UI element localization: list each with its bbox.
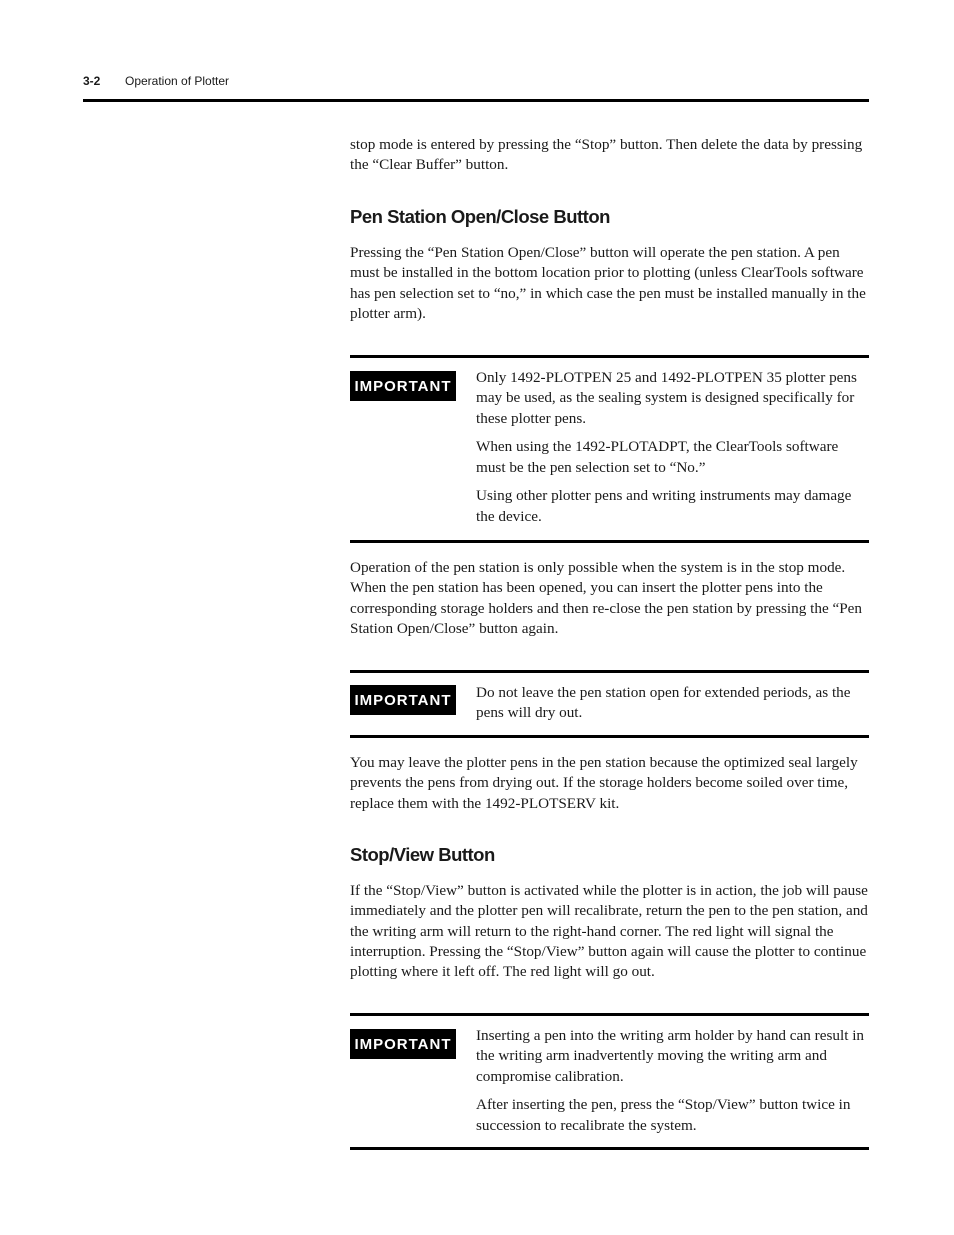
important-label: IMPORTANT [350,685,456,715]
important-box-pens [350,355,869,543]
paragraph-pen-station-operation: Operation of the pen station is only possible when the system is in the stop mode. When the pen station has been opened, you can insert the plotter pens into the corresponding storage holders and then re-close the pen station by pressing the “Pen Station Open/Close” button again. [350,559,863,637]
page-header [83,72,869,102]
important-box-dry-out [350,670,869,738]
important-text: Only 1492-PLOTPEN 25 and 1492-PLOTPEN 35 plotter pens may be used, as the sealing system is designed specifically for these plotter pens. [476,369,857,427]
important-body [476,368,869,536]
heading-pen-station: Pen Station Open/Close Button [350,206,610,227]
paragraph-pen-storage: You may leave the plotter pens in the pen station because the optimized seal largely prevents the pens from drying out. If the storage holders become soiled over time, replace them with the 1492-PLOTSERV kit. [350,754,858,812]
important-label: IMPORTANT [350,371,456,401]
important-text: When using the 1492-PLOTADPT, the ClearTools software must be the pen selection set to “No.” [476,438,839,476]
important-label: IMPORTANT [350,1029,456,1059]
page-number: 3-2 [83,74,101,88]
important-box-calibration [350,1013,869,1150]
important-text: Inserting a pen into the writing arm holder by hand can result in the writing arm inadvertently moving the writing arm and compromise calibration. [476,1027,865,1085]
paragraph-pen-station-intro: Pressing the “Pen Station Open/Close” button will operate the pen station. A pen must be installed in the bottom location prior to plotting (unless ClearTools software has pen selection set to “no,” in which case the pen must be installed manually in the plotter arm). [350,244,866,322]
important-text: Using other plotter pens and writing instruments may damage the device. [476,487,852,525]
chapter-title: Operation of Plotter [125,74,230,88]
paragraph-stop-mode: stop mode is entered by pressing the “Stop” button. Then delete the data by pressing the “Clear Buffer” button. [350,136,863,174]
important-text: After inserting the pen, press the “Stop/View” button twice in succession to recalibrate the system. [476,1096,851,1134]
important-text: Do not leave the pen station open for extended periods, as the pens will dry out. [476,684,851,722]
paragraph-stop-view: If the “Stop/View” button is activated while the plotter is in action, the job will pause immediately and the plotter pen will recalibrate, return the pen to the pen station, and the writing arm will return to the right-hand corner. The red light will signal the interruption. Pressing the “Stop/View” button again will cause the plotter to continue plotting where it left off. The red light will go out. [350,882,868,981]
important-body [476,683,869,732]
heading-stop-view: Stop/View Button [350,844,495,865]
important-body [476,1026,869,1144]
